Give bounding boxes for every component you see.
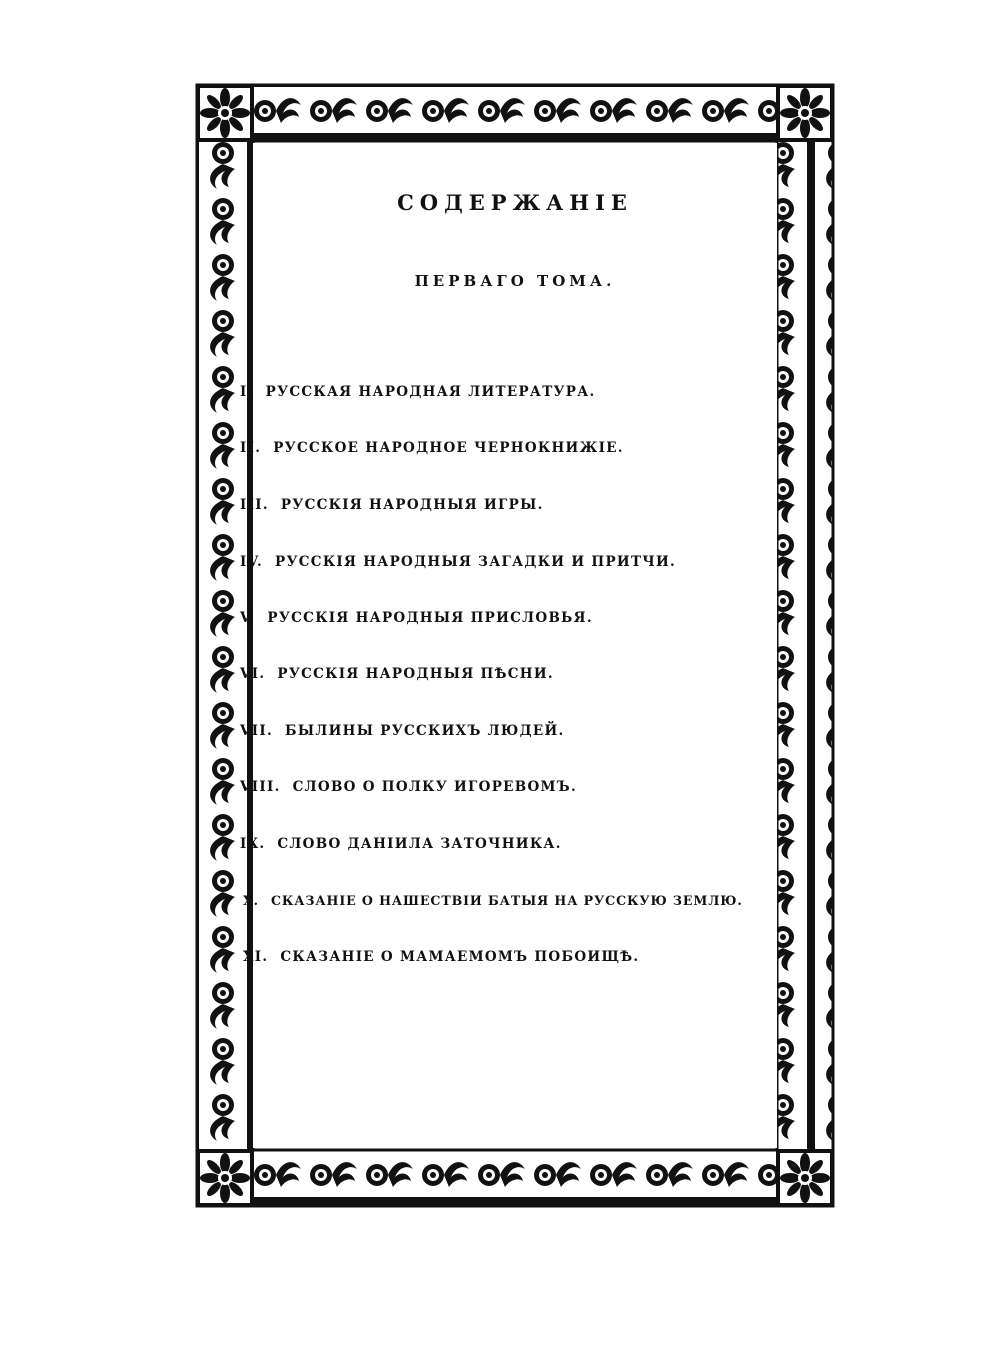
toc-entry-label: СКАЗАНІЕ О НАШЕСТВІИ БАТЫЯ НА РУССКУЮ ЗЕМЛЮ. (270, 893, 743, 908)
toc-entry-11 (243, 949, 639, 965)
toc-entry-number: IV. (240, 554, 264, 570)
toc-entry-label: СЛОВО ДАНІИЛА ЗАТОЧНИКА. (277, 836, 562, 852)
toc-entry-9 (240, 836, 562, 852)
toc-entry-label: РУССКОЕ НАРОДНОЕ ЧЕРНОКНИЖІЕ. (273, 440, 624, 456)
toc-entry-4 (240, 554, 676, 570)
toc-entry-label: РУССКІЯ НАРОДНЫЯ ЗАГАДКИ И ПРИТЧИ. (275, 554, 676, 570)
toc-entry-label: БЫЛИНЫ РУССКИХЪ ЛЮДЕЙ. (285, 723, 565, 739)
toc-entry-6 (240, 666, 554, 682)
toc-entry-label: РУССКІЯ НАРОДНЫЯ ПРИСЛОВЬЯ. (267, 610, 593, 626)
toc-entry-label: СКАЗАНІЕ О МАМАЕМОМЪ ПОБОИЩѢ. (280, 949, 640, 965)
toc-entry-number: VII. (240, 723, 274, 739)
page-subtitle: ПЕРВАГО ТОМА. (414, 272, 616, 290)
toc-entry-number: II. (240, 440, 262, 456)
toc-entry-number: X. (243, 893, 259, 908)
toc-entry-10 (243, 893, 743, 908)
toc-entry-label: РУССКАЯ НАРОДНАЯ ЛИТЕРАТУРА. (265, 384, 596, 400)
toc-entry-number: VIII. (240, 779, 281, 795)
toc-entry-number: VI. (240, 666, 266, 682)
toc-entry-label: РУССКІЯ НАРОДНЫЯ ИГРЫ. (280, 497, 544, 513)
page-content-area (253, 143, 777, 1148)
toc-entry-7 (240, 723, 565, 739)
page-title: СОДЕРЖАНІЕ (397, 190, 633, 215)
toc-entry-number: I. (240, 384, 254, 400)
toc-entry-label: СЛОВО О ПОЛКУ ИГОРЕВОМЪ. (292, 779, 577, 795)
toc-entry-1 (240, 384, 596, 400)
toc-entry-number: IX. (240, 836, 266, 852)
toc-entry-8 (240, 779, 577, 795)
toc-entry-label: РУССКІЯ НАРОДНЫЯ ПѢСНИ. (277, 666, 554, 682)
toc-entry-5 (240, 610, 593, 626)
toc-entry-2 (240, 440, 624, 456)
toc-entry-number: V. (240, 610, 256, 626)
toc-entry-number: XI. (243, 949, 269, 965)
toc-entry-3 (240, 497, 544, 513)
toc-entry-number: III. (240, 497, 269, 513)
